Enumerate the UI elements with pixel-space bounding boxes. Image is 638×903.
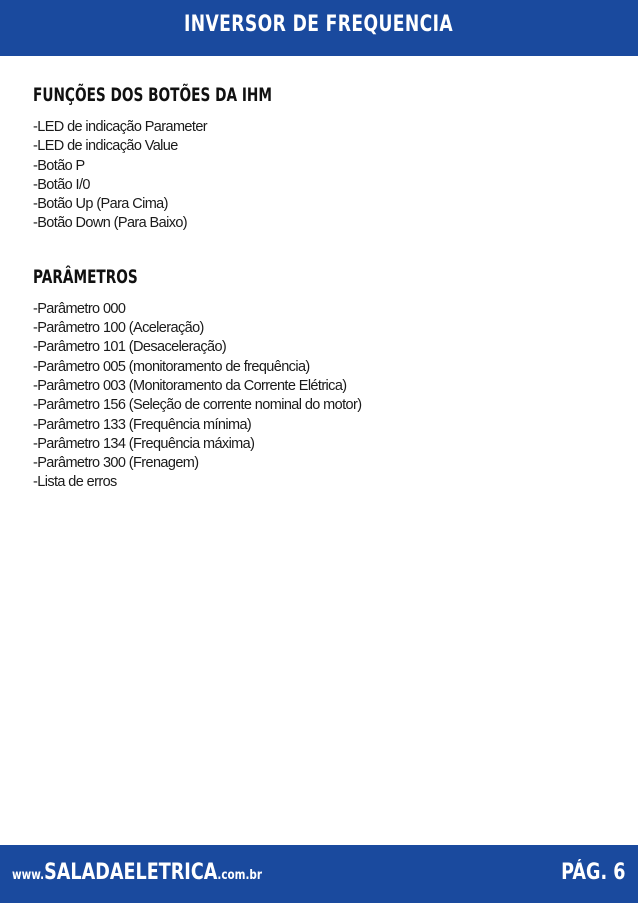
list-item: -Parâmetro 000 [33,300,126,317]
page-header [0,0,638,56]
site-url[interactable] [12,860,262,885]
list-item: -Parâmetro 003 (Monitoramento da Corrente Elétrica) [33,377,347,394]
site-name: SALADAELETRICA [44,860,218,885]
list-item: -Parâmetro 101 (Desaceleração) [33,339,227,356]
list-item: -Parâmetro 133 (Frequência mínima) [33,416,252,433]
list-item: -Parâmetro 156 (Seleção de corrente nominal do motor) [33,397,362,414]
section-title-parametros: PARÂMETROS [33,265,138,288]
list-item: -Lista de erros [33,474,117,491]
list-item: -Parâmetro 100 (Aceleração) [33,320,204,337]
page-number: PÁG. 6 [561,860,626,885]
list-item: -Parâmetro 300 (Frenagem) [33,455,199,472]
list-item: -Parâmetro 005 (monitoramento de frequência) [33,358,310,375]
site-suffix: .com.br [217,868,263,883]
header-title: INVERSOR DE FREQUENCIA [184,11,454,37]
list-item: -LED de indicação Parameter [33,119,208,135]
list-item: -Botão I/0 [33,176,90,193]
botoes-list [33,118,618,234]
parametros-list [33,300,618,493]
list-item: -Botão P [33,157,85,174]
site-prefix: www. [12,868,45,883]
section-title-botoes: FUNÇÕES DOS BOTÕES DA IHM [33,84,272,106]
list-item: -Parâmetro 134 (Frequência máxima) [33,435,255,452]
page-footer [0,845,638,903]
document-body [33,84,618,493]
list-item: -Botão Up (Para Cima) [33,196,168,213]
list-item: -Botão Down (Para Baixo) [33,215,188,232]
list-item: -LED de indicação Value [33,138,178,155]
